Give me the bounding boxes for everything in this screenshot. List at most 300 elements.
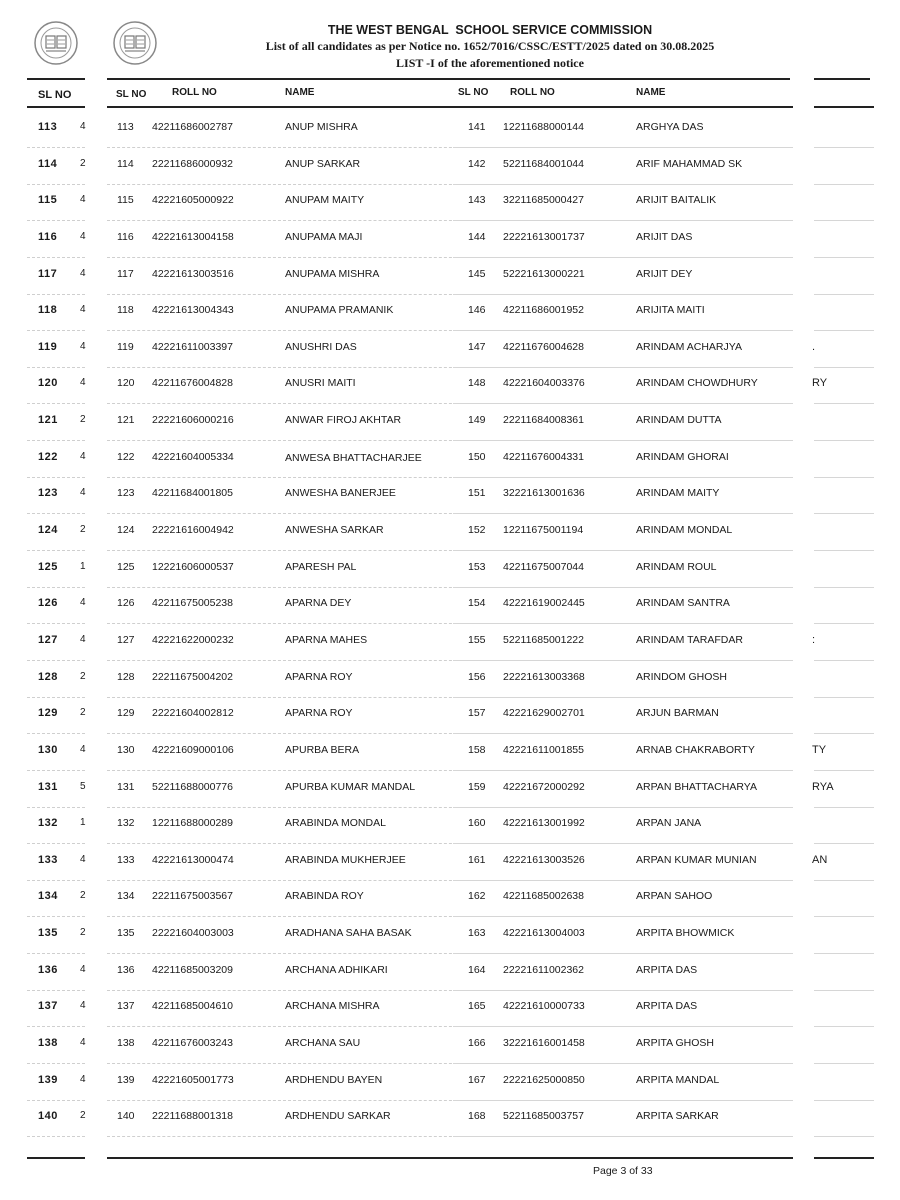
left-strip-clipped-fragment: 4 xyxy=(80,268,86,279)
roll-no-cell: 22211684008361 xyxy=(503,414,584,426)
row-divider xyxy=(453,916,793,917)
roll-no-cell: 22211675004202 xyxy=(152,671,233,683)
left-strip-sl-no: 127 xyxy=(38,634,58,646)
row-divider xyxy=(814,257,874,258)
row-divider xyxy=(27,477,85,478)
row-divider xyxy=(107,770,467,771)
left-strip-sl-no: 132 xyxy=(38,817,58,829)
row-divider xyxy=(107,440,467,441)
list-title: LIST -I of the aforementioned notice xyxy=(396,56,584,70)
left-strip-clipped-fragment: 2 xyxy=(80,927,86,938)
name-cell: ARINDAM SANTRA xyxy=(636,597,730,609)
left-strip-sl-no: 138 xyxy=(38,1037,58,1049)
row-divider xyxy=(814,770,874,771)
sl-no-cell: 139 xyxy=(117,1074,135,1086)
row-divider xyxy=(107,477,467,478)
name-cell: ANUPAMA MAJI xyxy=(285,231,363,243)
row-divider xyxy=(27,1026,85,1027)
roll-no-cell: 52211684001044 xyxy=(503,158,584,170)
row-divider xyxy=(814,220,874,221)
name-cell: ARINDOM GHOSH xyxy=(636,671,728,683)
roll-no-cell: 22211686000932 xyxy=(152,158,233,170)
sl-no-cell: 162 xyxy=(468,890,486,902)
row-divider xyxy=(107,330,467,331)
name-cell: ARPITA DAS xyxy=(636,1000,698,1012)
roll-no-cell: 42211676004628 xyxy=(503,341,584,353)
row-divider xyxy=(453,440,793,441)
name-cell: ANUP SARKAR xyxy=(285,158,361,170)
row-divider xyxy=(453,220,793,221)
row-divider xyxy=(27,513,85,514)
row-divider xyxy=(453,697,793,698)
sl-no-cell: 156 xyxy=(468,671,486,683)
name-cell: ARJUN BARMAN xyxy=(636,707,719,719)
sl-no-cell: 124 xyxy=(117,524,135,536)
left-strip-sl-no: 139 xyxy=(38,1074,58,1086)
left-strip-sl-no: 122 xyxy=(38,451,58,463)
row-divider xyxy=(107,257,467,258)
left-strip-clipped-fragment: 4 xyxy=(80,341,86,352)
roll-no-cell: 42221672000292 xyxy=(503,781,585,793)
row-divider xyxy=(814,1026,874,1027)
row-divider xyxy=(814,843,874,844)
roll-no-cell: 42211676004331 xyxy=(503,451,584,463)
roll-no-cell: 42221613004003 xyxy=(503,927,585,939)
roll-no-cell: 12221606000537 xyxy=(152,561,234,573)
row-divider xyxy=(107,147,467,148)
name-cell: ARGHYA DAS xyxy=(636,121,704,133)
left-strip-clipped-fragment: 2 xyxy=(80,524,86,535)
name-cell: ARINDAM DUTTA xyxy=(636,414,722,426)
row-divider xyxy=(814,1136,874,1137)
row-divider xyxy=(453,1100,793,1101)
left-strip-sl-no: 128 xyxy=(38,671,58,683)
name-cell: ARINDAM MONDAL xyxy=(636,524,733,536)
sl-no-cell: 150 xyxy=(468,451,486,463)
roll-no-cell: 12211675001194 xyxy=(503,524,584,536)
roll-no-cell: 12211688000144 xyxy=(503,121,584,133)
name-cell: ARABINDA MONDAL xyxy=(285,817,386,829)
row-divider xyxy=(453,330,793,331)
left-strip-sl-no: 135 xyxy=(38,927,58,939)
row-divider xyxy=(27,440,85,441)
sl-no-cell: 160 xyxy=(468,817,486,829)
sl-no-cell: 113 xyxy=(117,121,134,133)
left-strip-sl-no: 130 xyxy=(38,744,58,756)
row-divider xyxy=(27,770,85,771)
sl-no-cell: 121 xyxy=(117,414,135,426)
row-divider xyxy=(453,147,793,148)
sl-no-cell: 161 xyxy=(468,854,486,866)
row-divider xyxy=(107,880,467,881)
sl-no-cell: 122 xyxy=(117,451,135,463)
left-strip-clipped-fragment: 4 xyxy=(80,744,86,755)
roll-no-cell: 52211685001222 xyxy=(503,634,584,646)
roll-no-cell: 42221613000474 xyxy=(152,854,234,866)
roll-no-cell: 22221613001737 xyxy=(503,231,585,243)
roll-no-cell: 52221613000221 xyxy=(503,268,585,280)
right-strip-header-rule xyxy=(814,106,874,108)
row-divider xyxy=(107,1063,467,1064)
left-strip-clipped-fragment: 4 xyxy=(80,1074,86,1085)
row-divider xyxy=(27,220,85,221)
row-divider xyxy=(453,733,793,734)
left-strip-clipped-fragment: 2 xyxy=(80,707,86,718)
row-divider xyxy=(27,807,85,808)
row-divider xyxy=(107,733,467,734)
roll-no-cell: 42221609000106 xyxy=(152,744,234,756)
org-title: THE WEST BENGAL SCHOOL SERVICE COMMISSION xyxy=(327,23,653,37)
name-cell: ARIJITA MAITI xyxy=(636,304,705,316)
row-divider xyxy=(107,623,467,624)
row-divider xyxy=(453,660,793,661)
row-divider xyxy=(27,880,85,881)
left-strip-sl-no: 126 xyxy=(38,597,58,609)
row-divider xyxy=(814,587,874,588)
row-divider xyxy=(814,513,874,514)
sl-no-cell: 133 xyxy=(117,854,135,866)
sl-no-cell: 138 xyxy=(117,1037,135,1049)
roll-no-cell: 42211676004828 xyxy=(152,377,233,389)
name-cell: ARINDAM ROUL xyxy=(636,561,717,573)
roll-no-cell: 22221611002362 xyxy=(503,964,584,976)
document-header xyxy=(180,22,800,72)
left-strip-clipped-fragment: 2 xyxy=(80,890,86,901)
roll-no-cell: 42221629002701 xyxy=(503,707,585,719)
sl-no-cell: 154 xyxy=(468,597,486,609)
name-cell: ARABINDA ROY xyxy=(285,890,364,902)
right-strip-clipped-fragment: RY xyxy=(812,377,828,389)
roll-no-cell: 42211685003209 xyxy=(152,964,233,976)
sl-no-cell: 128 xyxy=(117,671,135,683)
row-divider xyxy=(27,184,85,185)
row-divider xyxy=(814,990,874,991)
name-cell: ARIJIT BAITALIK xyxy=(636,194,717,206)
name-cell: ARPAN JANA xyxy=(636,817,702,829)
roll-no-cell: 42221613004343 xyxy=(152,304,234,316)
left-strip-clipped-fragment: 4 xyxy=(80,487,86,498)
row-divider xyxy=(814,330,874,331)
left-strip-sl-no: 116 xyxy=(38,231,58,243)
row-divider xyxy=(27,330,85,331)
left-strip-sl-no: 121 xyxy=(38,414,58,426)
sl-no-cell: 132 xyxy=(117,817,135,829)
row-divider xyxy=(107,916,467,917)
row-divider xyxy=(107,184,467,185)
roll-no-cell: 52211688000776 xyxy=(152,781,233,793)
left-strip-sl-no: 117 xyxy=(38,268,58,280)
wbssc-seal-icon xyxy=(33,20,79,66)
sl-no-cell: 125 xyxy=(117,561,135,573)
roll-no-cell: 22221606000216 xyxy=(152,414,234,426)
sl-no-cell: 131 xyxy=(117,781,135,793)
row-divider xyxy=(107,807,467,808)
row-divider xyxy=(453,257,793,258)
name-cell: APARNA ROY xyxy=(285,671,353,683)
left-strip-clipped-fragment: 2 xyxy=(80,414,86,425)
roll-no-cell: 42211685004610 xyxy=(152,1000,233,1012)
left-strip-sl-no: 124 xyxy=(38,524,58,536)
wbssc-seal-icon xyxy=(112,20,158,66)
table-top-rule xyxy=(107,78,790,80)
row-divider xyxy=(27,697,85,698)
row-divider xyxy=(107,1100,467,1101)
left-strip-bottom-rule xyxy=(27,1157,85,1159)
name-cell: ARIJIT DEY xyxy=(636,268,693,280)
sl-no-cell: 155 xyxy=(468,634,486,646)
name-cell: ARNAB CHAKRABORTY xyxy=(636,744,755,756)
sl-no-cell: 118 xyxy=(117,304,134,316)
row-divider xyxy=(107,1026,467,1027)
sl-no-cell: 148 xyxy=(468,377,486,389)
row-divider xyxy=(814,916,874,917)
row-divider xyxy=(27,916,85,917)
row-divider xyxy=(27,147,85,148)
sl-no-cell: 135 xyxy=(117,927,135,939)
name-cell: APARESH PAL xyxy=(285,561,357,573)
roll-no-header-2: ROLL NO xyxy=(510,87,555,98)
name-header: NAME xyxy=(285,87,315,98)
sl-no-cell: 115 xyxy=(117,194,134,206)
name-cell: ARCHANA ADHIKARI xyxy=(285,964,388,976)
row-divider xyxy=(814,697,874,698)
row-divider xyxy=(27,660,85,661)
left-strip-sl-no: 113 xyxy=(38,121,58,133)
name-cell: ANWESHA SARKAR xyxy=(285,524,384,536)
table-bottom-rule xyxy=(107,1157,793,1159)
name-cell: ARPITA BHOWMICK xyxy=(636,927,735,939)
left-strip-clipped-fragment: 4 xyxy=(80,451,86,462)
row-divider xyxy=(107,550,467,551)
name-cell: ANUPAM MAITY xyxy=(285,194,365,206)
left-strip-clipped-fragment: 4 xyxy=(80,597,86,608)
row-divider xyxy=(107,660,467,661)
right-strip-clipped-fragment: AN xyxy=(812,854,828,866)
row-divider xyxy=(453,403,793,404)
row-divider xyxy=(814,1100,874,1101)
name-cell: ARIF MAHAMMAD SK xyxy=(636,158,743,170)
row-divider xyxy=(27,1100,85,1101)
left-strip-clipped-fragment: 4 xyxy=(80,854,86,865)
sl-no-cell: 166 xyxy=(468,1037,486,1049)
row-divider xyxy=(453,807,793,808)
name-cell: ANWESHA BANERJEE xyxy=(285,487,396,499)
row-divider xyxy=(27,367,85,368)
left-strip-clipped-fragment: 4 xyxy=(80,304,86,315)
sl-no-cell: 129 xyxy=(117,707,135,719)
row-divider xyxy=(814,184,874,185)
name-cell: ARPITA SARKAR xyxy=(636,1110,719,1122)
left-strip-sl-no: 125 xyxy=(38,561,58,573)
left-strip-header-rule xyxy=(27,106,85,108)
left-strip-sl-no: 114 xyxy=(38,158,58,170)
name-cell: APARNA MAHES xyxy=(285,634,368,646)
roll-no-cell: 42211675007044 xyxy=(503,561,584,573)
row-divider xyxy=(27,550,85,551)
sl-no-header-2: SL NO xyxy=(458,87,489,98)
row-divider xyxy=(27,257,85,258)
sl-no-cell: 126 xyxy=(117,597,135,609)
roll-no-cell: 42221613001992 xyxy=(503,817,585,829)
roll-no-header: ROLL NO xyxy=(172,87,217,98)
row-divider xyxy=(453,367,793,368)
row-divider xyxy=(453,990,793,991)
name-header-2: NAME xyxy=(636,87,666,98)
sl-no-cell: 168 xyxy=(468,1110,486,1122)
left-strip-top-rule xyxy=(27,78,85,80)
row-divider xyxy=(814,660,874,661)
row-divider xyxy=(27,294,85,295)
sl-no-cell: 134 xyxy=(117,890,135,902)
sl-no-cell: 147 xyxy=(468,341,486,353)
row-divider xyxy=(107,843,467,844)
sl-no-cell: 116 xyxy=(117,231,134,243)
name-cell: ANWAR FIROJ AKHTAR xyxy=(285,414,402,426)
row-divider xyxy=(814,880,874,881)
name-cell: ANUP MISHRA xyxy=(285,121,358,133)
roll-no-cell: 22221616004942 xyxy=(152,524,234,536)
name-cell: ANUPAMA PRAMANIK xyxy=(285,304,394,316)
roll-no-cell: 22221613003368 xyxy=(503,671,585,683)
sl-no-cell: 127 xyxy=(117,634,135,646)
sl-no-cell: 117 xyxy=(117,268,134,280)
sl-no-cell: 114 xyxy=(117,158,134,170)
row-divider xyxy=(107,990,467,991)
roll-no-cell: 32221616001458 xyxy=(503,1037,585,1049)
left-strip-clipped-fragment: 4 xyxy=(80,194,86,205)
roll-no-cell: 42221613003516 xyxy=(152,268,234,280)
row-divider xyxy=(453,1136,793,1137)
name-cell: ARDHENDU SARKAR xyxy=(285,1110,391,1122)
row-divider xyxy=(814,550,874,551)
row-divider xyxy=(814,623,874,624)
page-number: Page 3 of 33 xyxy=(593,1165,653,1177)
left-strip-sl-no: 136 xyxy=(38,964,58,976)
roll-no-cell: 52211685003757 xyxy=(503,1110,584,1122)
sl-no-header: SL NO xyxy=(116,89,147,100)
name-cell: ARINDAM CHOWDHURY xyxy=(636,377,758,389)
row-divider xyxy=(107,513,467,514)
left-strip-clipped-fragment: 2 xyxy=(80,1110,86,1121)
row-divider xyxy=(27,623,85,624)
right-strip-clipped-fragment: TY xyxy=(812,744,827,756)
roll-no-cell: 42221619002445 xyxy=(503,597,585,609)
left-strip-clipped-fragment: 4 xyxy=(80,377,86,388)
row-divider xyxy=(453,843,793,844)
sl-no-cell: 158 xyxy=(468,744,486,756)
sl-no-cell: 145 xyxy=(468,268,486,280)
row-divider xyxy=(453,550,793,551)
name-cell: ANUSHRI DAS xyxy=(285,341,357,353)
row-divider xyxy=(107,953,467,954)
row-divider xyxy=(453,184,793,185)
left-strip-clipped-fragment: 1 xyxy=(80,561,86,572)
left-strip-sl-no: 131 xyxy=(38,781,58,793)
roll-no-cell: 42221613004158 xyxy=(152,231,234,243)
roll-no-cell: 42211676003243 xyxy=(152,1037,233,1049)
row-divider xyxy=(814,807,874,808)
name-cell: ANWESA BHATTACHARJEE xyxy=(285,452,422,464)
name-cell: APARNA ROY xyxy=(285,707,353,719)
name-cell: ARPAN KUMAR MUNIAN xyxy=(636,854,757,866)
row-divider xyxy=(453,880,793,881)
row-divider xyxy=(814,953,874,954)
left-strip-sl-no-header: SL NO xyxy=(38,89,72,101)
left-strip-sl-no: 119 xyxy=(38,341,58,353)
roll-no-cell: 22221625000850 xyxy=(503,1074,585,1086)
row-divider xyxy=(27,990,85,991)
name-cell: ARIJIT DAS xyxy=(636,231,693,243)
row-divider xyxy=(27,1136,85,1137)
row-divider xyxy=(814,367,874,368)
sl-no-cell: 140 xyxy=(117,1110,135,1122)
row-divider xyxy=(27,843,85,844)
left-strip-sl-no: 123 xyxy=(38,487,58,499)
row-divider xyxy=(107,294,467,295)
name-cell: ARPITA MANDAL xyxy=(636,1074,720,1086)
left-strip-clipped-fragment: 4 xyxy=(80,231,86,242)
name-cell: ARCHANA SAU xyxy=(285,1037,361,1049)
name-cell: ARPITA DAS xyxy=(636,964,698,976)
row-divider xyxy=(814,440,874,441)
row-divider xyxy=(27,587,85,588)
roll-no-cell: 42211684001805 xyxy=(152,487,233,499)
name-cell: APURBA KUMAR MANDAL xyxy=(285,781,416,793)
roll-no-cell: 22211688001318 xyxy=(152,1110,233,1122)
row-divider xyxy=(453,294,793,295)
name-cell: ANUPAMA MISHRA xyxy=(285,268,380,280)
row-divider xyxy=(107,367,467,368)
roll-no-cell: 32221613001636 xyxy=(503,487,585,499)
name-cell: ARPAN BHATTACHARYA xyxy=(636,781,757,793)
row-divider xyxy=(453,587,793,588)
row-divider xyxy=(27,733,85,734)
name-cell: ARPITA GHOSH xyxy=(636,1037,714,1049)
roll-no-cell: 42221611003397 xyxy=(152,341,233,353)
roll-no-cell: 42221604003376 xyxy=(503,377,585,389)
sl-no-cell: 142 xyxy=(468,158,486,170)
row-divider xyxy=(107,220,467,221)
row-divider xyxy=(814,403,874,404)
sl-no-cell: 146 xyxy=(468,304,486,316)
roll-no-cell: 22211675003567 xyxy=(152,890,233,902)
sl-no-cell: 143 xyxy=(468,194,486,206)
name-cell: ARABINDA MUKHERJEE xyxy=(285,854,406,866)
sl-no-cell: 136 xyxy=(117,964,135,976)
row-divider xyxy=(453,1026,793,1027)
sl-no-cell: 159 xyxy=(468,781,486,793)
left-strip-sl-no: 118 xyxy=(38,304,58,316)
left-strip-clipped-fragment: 2 xyxy=(80,158,86,169)
right-strip-bottom-rule xyxy=(814,1157,874,1159)
right-strip-clipped-fragment: : xyxy=(812,634,816,646)
sl-no-cell: 130 xyxy=(117,744,135,756)
left-strip-sl-no: 133 xyxy=(38,854,58,866)
sl-no-cell: 152 xyxy=(468,524,486,536)
sl-no-cell: 153 xyxy=(468,561,486,573)
row-divider xyxy=(453,770,793,771)
row-divider xyxy=(107,1136,467,1137)
sl-no-cell: 119 xyxy=(117,341,134,353)
row-divider xyxy=(107,697,467,698)
row-divider xyxy=(814,477,874,478)
name-cell: ARINDAM ACHARJYA xyxy=(636,341,742,353)
roll-no-cell: 32211685000427 xyxy=(503,194,584,206)
name-cell: ARPAN SAHOO xyxy=(636,890,713,902)
right-strip-top-rule xyxy=(814,78,870,80)
roll-no-cell: 42221610000733 xyxy=(503,1000,585,1012)
right-strip-clipped-fragment: RYA xyxy=(812,781,834,793)
